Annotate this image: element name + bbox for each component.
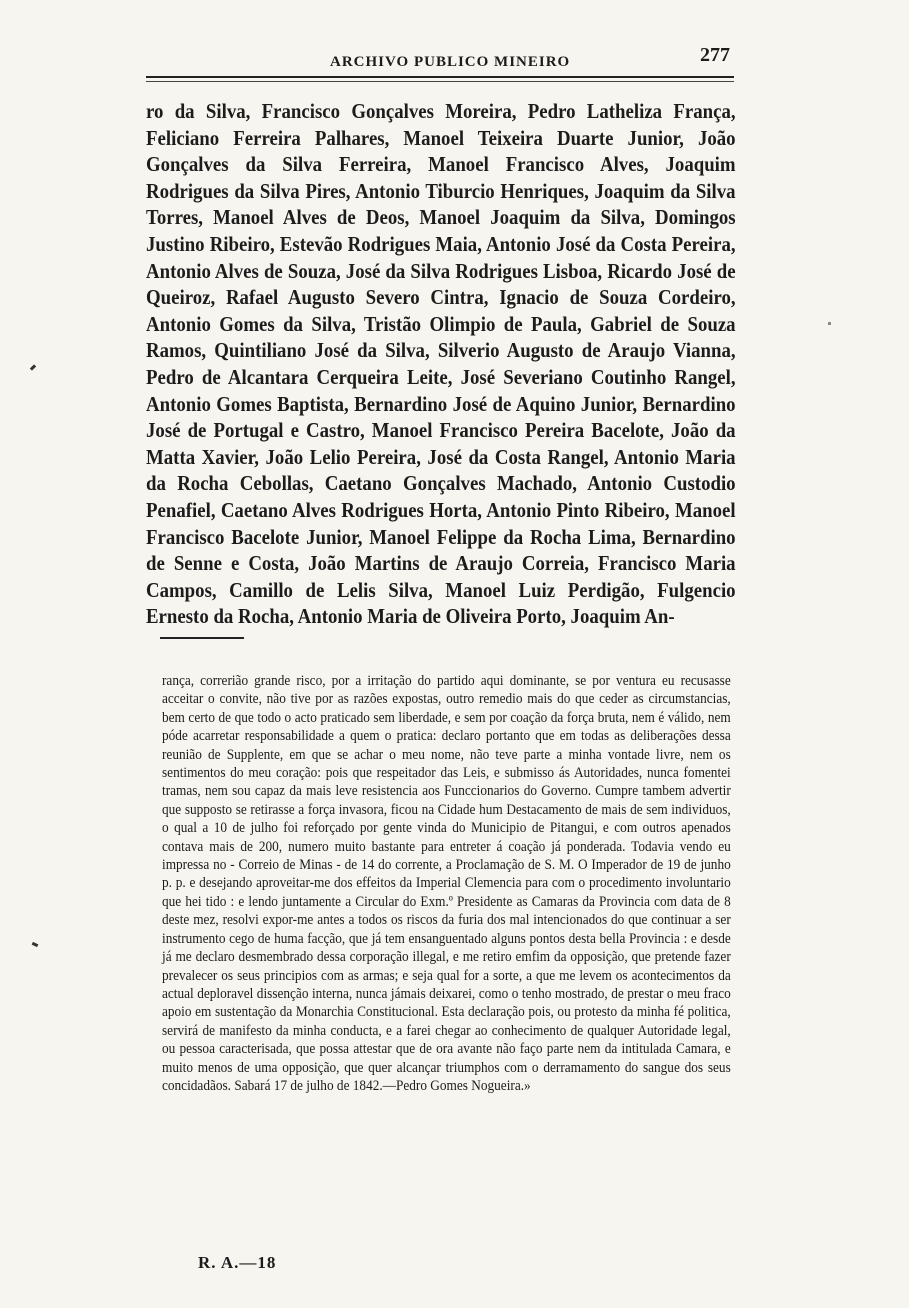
page-number: 277	[700, 44, 730, 66]
main-body-text: ro da Silva, Francisco Gonçalves Moreira, Pedro Latheliza França, Feliciano Ferreira Palhares, Manoel Teixeira Duarte Junior, João Gonçalves da Silva Ferreira, Manoel Francisco Alves, Joaquim Rodrigues da Silva Pires, Antonio Tiburcio Henriques, Joaquim da Silva Torres, Manoel Alves de Deos, Manoel Joaquim da Silva, Domingos Justino Ribeiro, Estevão Rodrigues Maia, Antonio José da Costa Pereira, Antonio Alves de Souza, José da Silva Rodrigues Lisboa, Ricardo José de Queiroz, Rafael Augusto Severo Cintra, Ignacio de Souza Cordeiro, Antonio Gomes da Silva, Tristão Olimpio de Paula, Gabriel de Souza Ramos, Quintiliano José da Silva, Silverio Augusto de Araujo Vianna, Pedro de Alcantara Cerqueira Leite, José Severiano Coutinho Rangel, Antonio Gomes Baptista, Bernardino José de Aquino Junior, Bernardino José de Portugal e Castro, Manoel Francisco Pereira Bacelote, João da Matta Xavier, João Lelio Pereira, José da Costa Rangel, Antonio Maria da Rocha Cebollas, Caetano Gonçalves Machado, Antonio Custodio Penafiel, Caetano Alves Rodrigues Horta, Antonio Pinto Ribeiro, Manoel Francisco Bacelote Junior, Manoel Felippe da Rocha Lima, Bernardino de Senne e Costa, João Martins de Araujo Correia, Francisco Maria Campos, Camillo de Lelis Silva, Manoel Luiz Perdigão, Fulgencio Ernesto da Rocha, Antonio Maria de Oliveira Porto, Joaquim An-	[146, 99, 736, 629]
footnote-text: rança, correrião grande risco, por a irritação do partido aqui dominante, se por ventura eu recusasse acceitar o convite, não tive por as razões expostas, outro remedio mais do que ceder as circumstancias, bem certo de que todo o acto praticado sem liberdade, e sem por coação da força bruta, nem é válido, nem póde acarretar responsabilidade a quem o pratica: declaro portanto que em todas as deliberações dessa reunião de Supplente, em que se achar o meu nome, não teve parte a minha vontade livre, nem os sentimentos do meu coração: pois que respeitador das Leis, e submisso ás Autoridades, nunca fomentei tramas, nem sou capaz da mais leve resistencia aos Funccionarios do Governo. Cumpre tambem advertir que supposto se retirasse a força invasora, ficou na Cidade hum Destacamento de mais de sem individuos, o qual a 10 de julho foi reforçado por gente vinda do Municipio de Pitangui, e com outros apenados contava mais de 200, numero muito bastante para entreter á coação já ponderada. Todavia vendo eu impressa no - Correio de Minas - de 14 do corrente, a Proclamação de S. M. O Imperador de 19 de junho p. p. e desejando aproveitar-me dos effeitos da Imperial Clemencia para com o procedimento involuntario que hei tido : e lendo juntamente a Circular do Exm.º Presidente as Camaras da Provincia com data de 8 deste mez, resolvi expor-me antes a todos os riscos da furia dos mal intencionados do que continuar a ser instrumento cego de huma facção, que já tem ensanguentado alguns pontos desta bella Provincia : e desde já me declaro desmembrado dessa corporação illegal, e me retiro emfim da opposição, que pretende fazer prevalecer os seus principios com as armas; e seja qual for a sorte, a que me levem os acontecimentos da actual deploravel dissenção interna, nunca jámais deixarei, como o tenho mostrado, de prestar o meu fraco apoio em sustentação da Monarchia Constitucional. Esta declaração pois, ou protesto da minha fé politica, servirá de manifesto da minha conducta, e a farei chegar ao conhecimento de qualquer Autoridade legal, ou pessoa caracterisada, que possa attestar que de ora avante não faço parte nem da intitulada Camara, e muito menos de uma opposição, que quer alcançar triumphos com o derramamento do sangue dos seus concidadãos. Sabará 17 de julho de 1842.—Pedro Gomes Nogueira.»	[162, 672, 731, 1094]
margin-mark-left-top	[30, 364, 36, 370]
footnote-divider	[160, 637, 244, 639]
margin-mark-left-bottom	[32, 942, 39, 947]
header-rule	[146, 76, 734, 82]
margin-dot-right	[828, 322, 831, 325]
journal-title: ARCHIVO PUBLICO MINEIRO	[330, 54, 571, 70]
signature-mark: R. A.—18	[198, 1253, 277, 1272]
